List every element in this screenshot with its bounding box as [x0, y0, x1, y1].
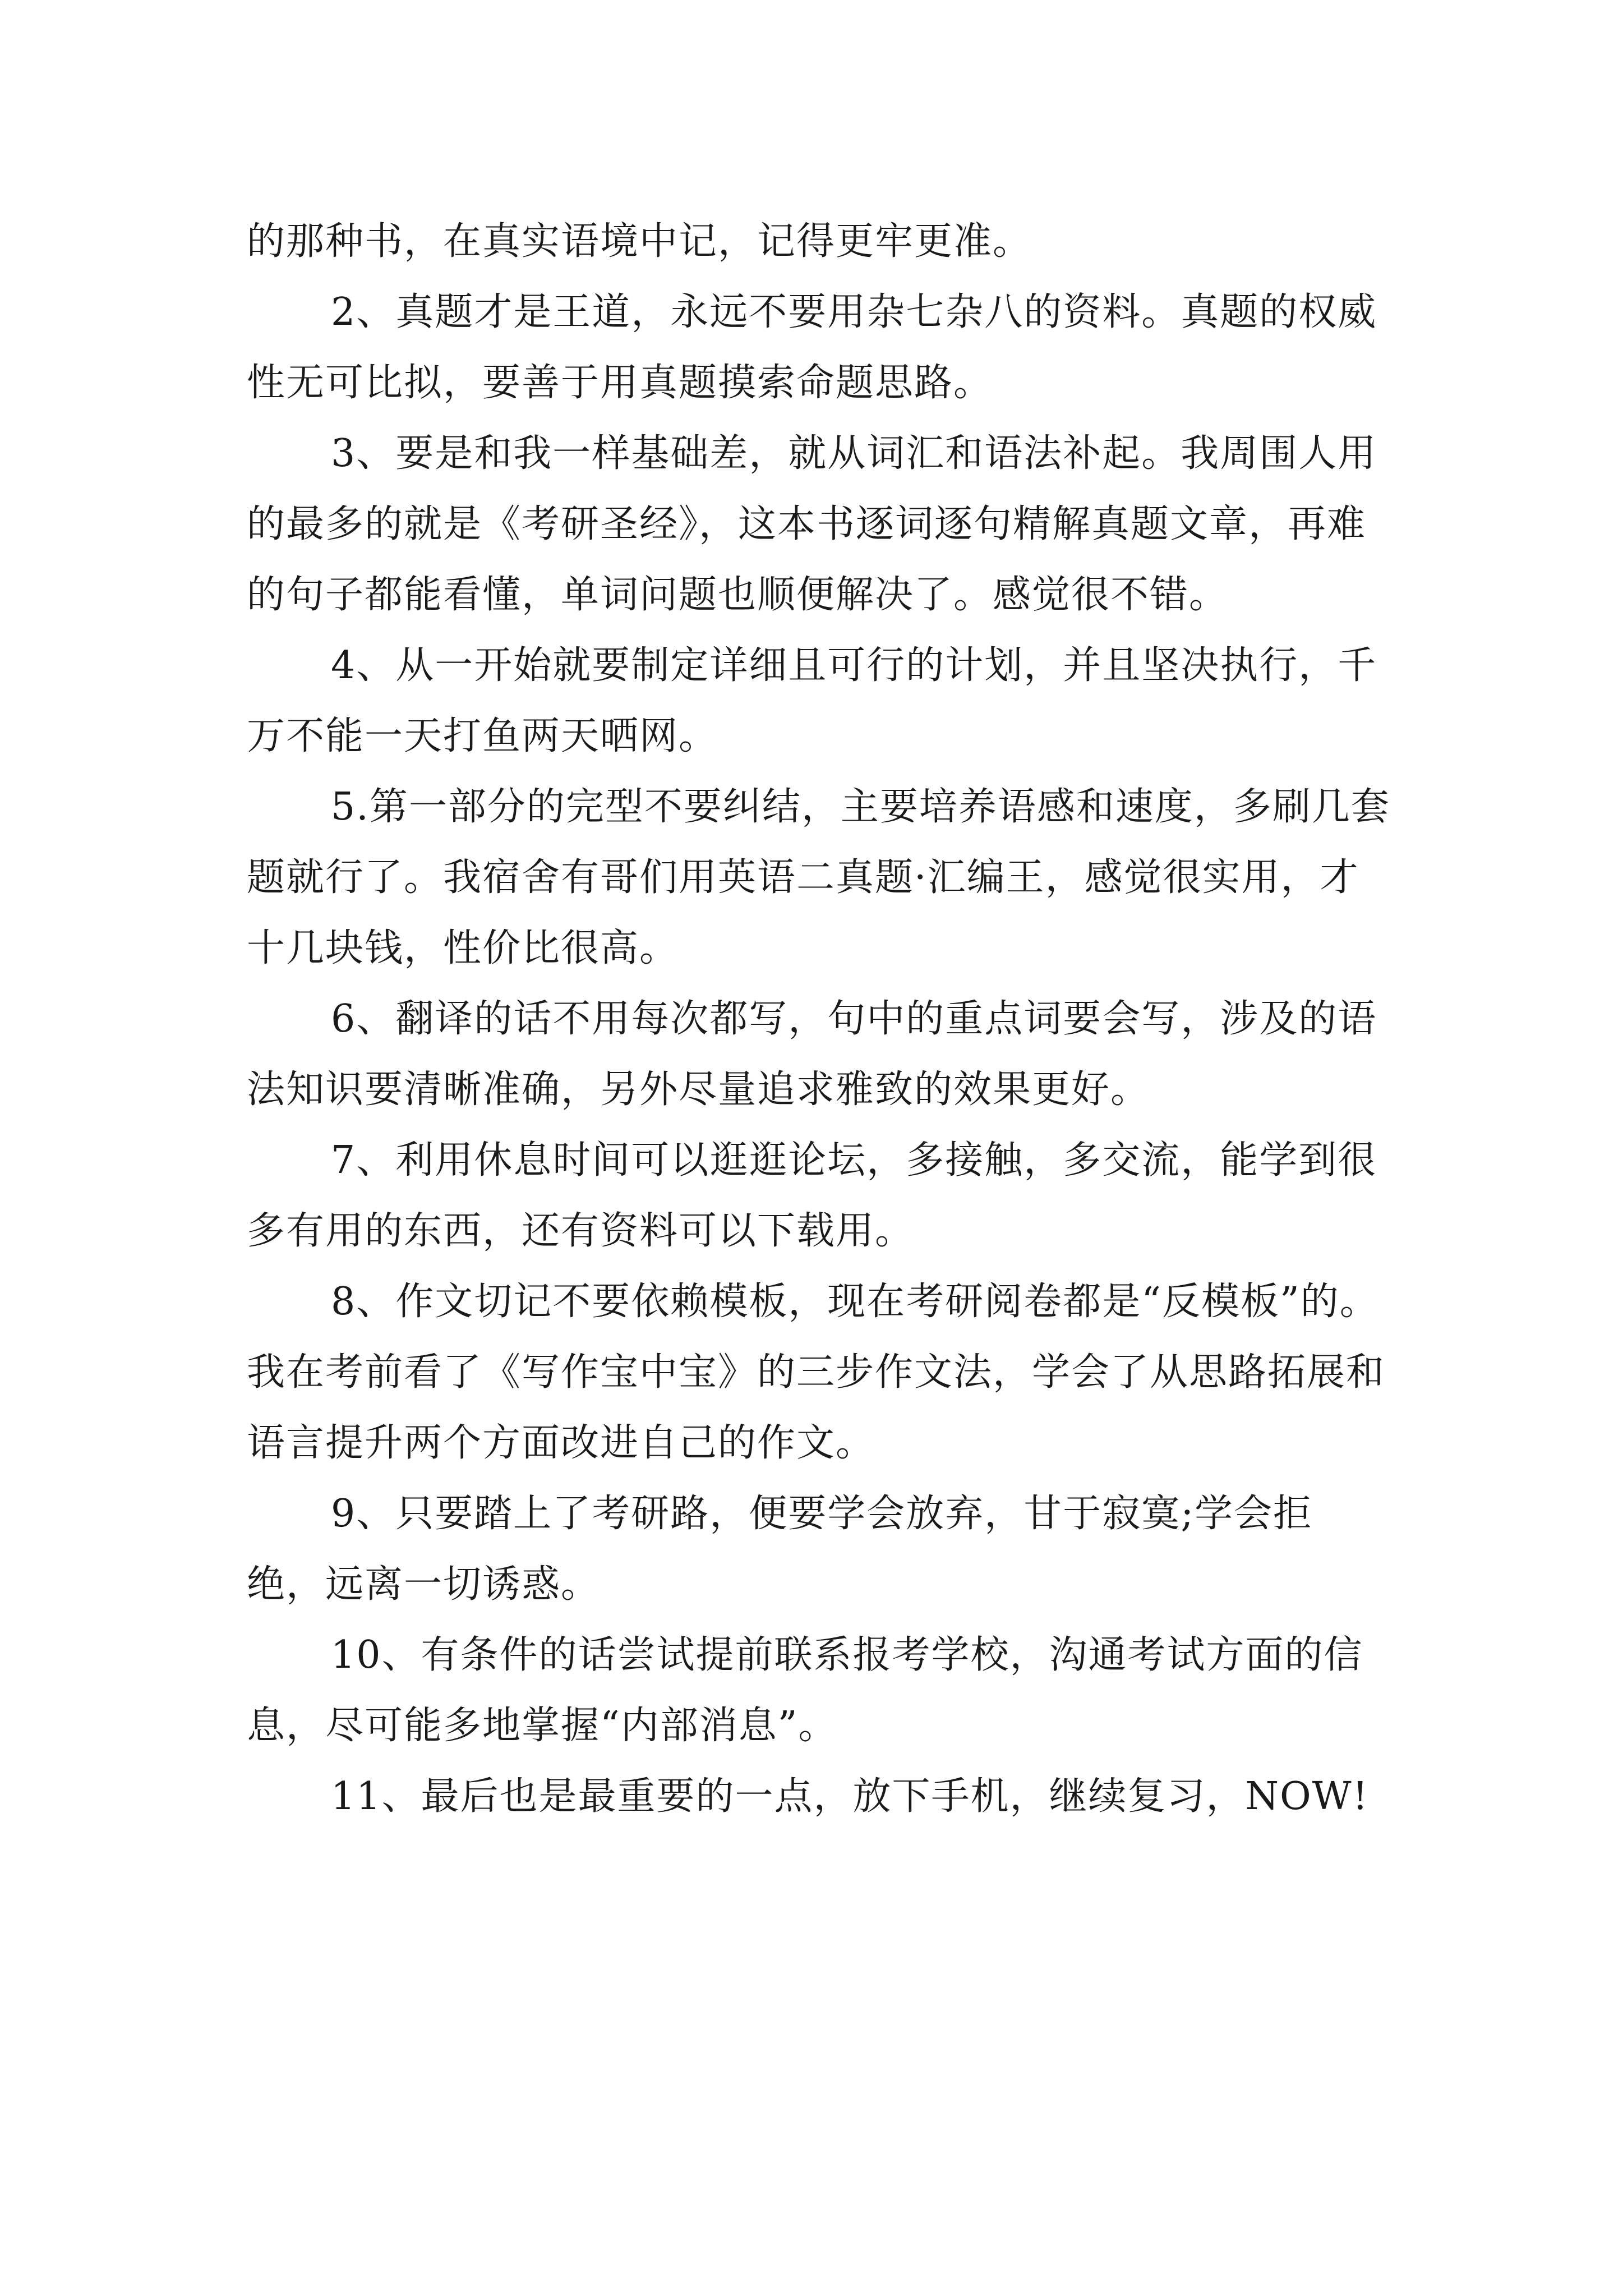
- paragraph-tip-9: 9、只要踏上了考研路，便要学会放弃，甘于寂寞;学会拒绝，远离一切诱惑。: [247, 1492, 1313, 1607]
- paragraph-tip-4: 4、从一开始就要制定详细且可行的计划，并且坚决执行，千万不能一天打鱼两天晒网。: [247, 643, 1377, 758]
- paragraph-tip-2: 2、真题才是王道，永远不要用杂七杂八的资料。真题的权威性无可比拟，要善于用真题摸索命题思路。: [247, 290, 1377, 405]
- paragraph-tip-7: 7、利用休息时间可以逛逛论坛，多接触，多交流，能学到很多有用的东西，还有资料可以下载用。: [247, 1138, 1377, 1253]
- paragraph-tip-6: 6、翻译的话不用每次都写，句中的重点词要会写，涉及的语法知识要清晰准确，另外尽量追求雅致的效果更好。: [247, 997, 1377, 1112]
- paragraph-tip-11: 11、最后也是最重要的一点，放下手机，继续复习，NOW!: [331, 1774, 1369, 1819]
- paragraph-tip-8: 8、作文切记不要依赖模板，现在考研阅卷都是“反模板”的。我在考前看了《写作宝中宝》的三步作文法，学会了从思路拓展和语言提升两个方面改进自己的作文。: [247, 1280, 1386, 1465]
- paragraph-tip-3: 3、要是和我一样基础差，就从词汇和语法补起。我周围人用的最多的就是《考研圣经》，这本书逐词逐句精解真题文章，再难的句子都能看懂，单词问题也顺便解决了。感觉很不错。: [247, 431, 1377, 617]
- paragraph-tip-5: 5.第一部分的完型不要纠结，主要培养语感和速度，多刷几套题就行了。我宿舍有哥们用英语二真题·汇编王，感觉很实用，才十几块钱，性价比很高。: [247, 785, 1390, 970]
- document-body: [247, 206, 1391, 1832]
- paragraph-continuation: 的那种书，在真实语境中记，记得更牢更准。: [247, 219, 1032, 264]
- paragraph-tip-10: 10、有条件的话尝试提前联系报考学校，沟通考试方面的信息，尽可能多地掌握“内部消息”。: [247, 1633, 1363, 1748]
